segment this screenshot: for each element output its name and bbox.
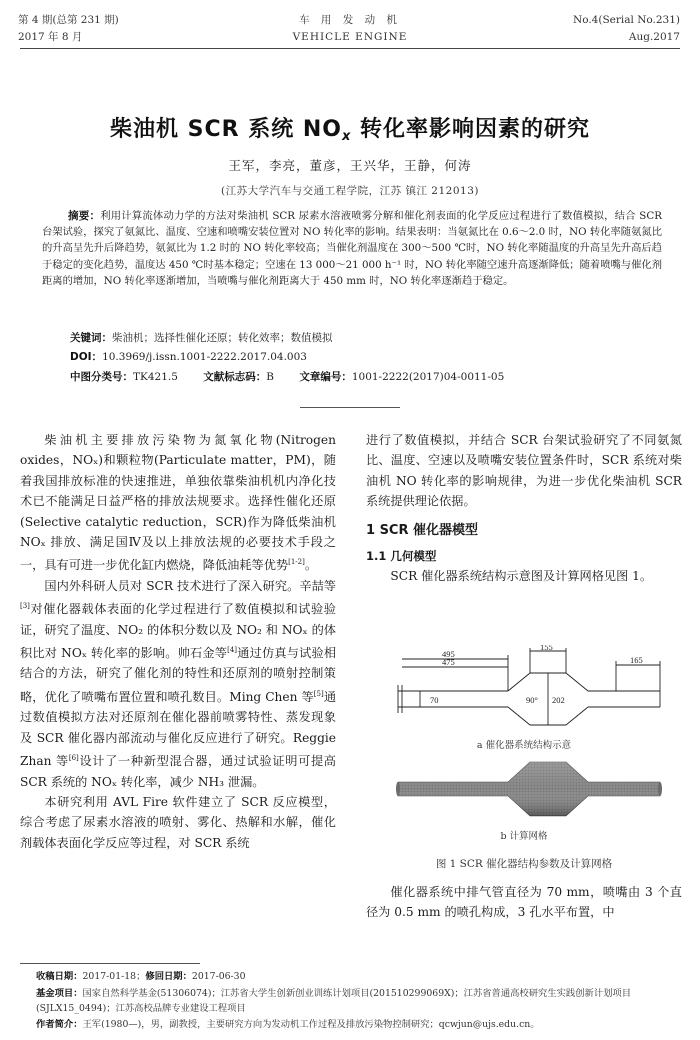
- doi: DOI：10.3969/j.issn.1001-2222.2017.04.003: [70, 351, 307, 363]
- abstract: [42, 208, 662, 289]
- paragraph: SCR 催化器系统结构示意图及计算网格见图 1。: [390, 569, 653, 584]
- subsection-heading: 1.1 几何模型: [366, 549, 437, 564]
- figure-1b-mesh: [390, 752, 680, 824]
- paragraph: 柴油机主要排放污染物为氮氧化物(Nitrogen oxides，NOₓ)和颗粒物(Particulate matter，PM)，随着我国排放标准的快速推进，单独依靠柴油机机内净化技术已不能满足日益严格的排放法规要求。选择性催化还原(Selective catalytic reduction，SCR)作为降低柴油机 NOₓ 排放、满足国Ⅳ及以上排放法规的必要技术手段之一，具有可进一步优化缸内燃烧，降低油耗等优势[1-2]。: [20, 433, 336, 573]
- dim-70: 70: [430, 695, 439, 705]
- header-journal-cn: 车 用 发 动 机: [299, 14, 401, 26]
- header-date-en: Aug.2017: [628, 31, 680, 43]
- footnote-author: 作者简介：王军(1980—)，男，副教授，主要研究方向为发动机工作过程及排放污染物控制研究；qcwjun@ujs.edu.cn。: [36, 1019, 540, 1030]
- right-column: [366, 430, 682, 587]
- abstract-label: 摘要：: [68, 210, 101, 222]
- dim-90: 90°: [526, 695, 538, 705]
- paragraph: 进行了数值模拟，并结合 SCR 台架试验研究了不同氨氮比、温度、空速以及喷嘴安装位置条件时，SCR 系统对柴油机 NO 转化率的影响规律，为进一步优化柴油机 SCR 系统提供理论依据。: [366, 433, 682, 509]
- header-rule: [20, 48, 680, 49]
- dim-495: 495: [442, 649, 455, 659]
- paragraph: 催化器系统中排气管直径为 70 mm，喷嘴由 3 个直径为 0.5 mm 的喷孔构成，3 孔水平布置，中: [366, 885, 682, 920]
- classification: 中图分类号：TK421.5 文献标志码：B 文章编号：1001-2222(2017)04-0011-05: [70, 371, 505, 383]
- header-issue: 第 4 期(总第 231 期): [18, 14, 119, 26]
- dim-155: 155: [540, 645, 553, 652]
- dim-202: 202: [552, 695, 565, 705]
- keywords: 关键词：柴油机；选择性催化还原；转化效率；数值模拟: [70, 332, 333, 344]
- footnote-fund: 基金项目：国家自然科学基金(51306074)；江苏省大学生创新创业训练计划项目(201510299069X)；江苏省普通高校研究生实践创新计划项目(SJLX15_0494)；江苏高校品牌专业建设工程项目: [36, 988, 631, 1014]
- right-column-cont: [366, 882, 682, 923]
- section-divider: [300, 407, 400, 408]
- left-column: [20, 430, 336, 853]
- figure-1a-caption: a 催化器系统结构示意: [476, 740, 572, 751]
- authors: 王军，李亮，董彦，王兴华，王静，何涛: [228, 158, 472, 173]
- figure-1a-schematic: [390, 645, 680, 735]
- footnote-dates: 收稿日期：2017-01-18；修回日期：2017-06-30: [36, 971, 246, 982]
- header-journal-en: VEHICLE ENGINE: [292, 31, 408, 43]
- dim-475: 475: [442, 657, 455, 667]
- paragraph: 本研究利用 AVL Fire 软件建立了 SCR 反应模型，综合考虑了尿素水溶液的喷射、雾化、热解和水解，催化剂载体表面化学反应等过程，对 SCR 系统: [20, 794, 336, 850]
- figure-1b-caption: b 计算网格: [500, 831, 548, 842]
- header-issue-en: No.4(Serial No.231): [573, 14, 680, 26]
- header-date: 2017 年 8 月: [18, 31, 83, 43]
- abstract-text: 利用计算流体动力学的方法对柴油机 SCR 尿素水溶液喷雾分解和催化剂表面的化学反应过程进行了数值模拟，结合 SCR 台架试验，探究了氨氮比、温度、空速和喷嘴安装位置对 NO 转化率的影响。结果表明：当氨氮比在 0.6～2.0 时，NO 转化率随氨氮比的升高呈先升后降趋势，氨氮比为 1.2 时的 NO 转化率较高；当催化剂温度在 300～500 ℃时，NO 转化率随温度的升高呈先升高后趋于稳定的变化趋势，温度达 450 ℃时基本稳定；空速在 13 000～21 000 h⁻¹ 时，NO 转化率随空速升高逐渐降低；随着喷嘴与催化剂距离的增加，NO 转化率逐渐增加，当喷嘴与催化剂距离大于 450 mm 时，NO 转化率逐渐趋于稳定。: [42, 210, 662, 287]
- paragraph: 国内外科研人员对 SCR 技术进行了深入研究。辛喆等[3]对催化器载体表面的化学过程进行了数值模拟和试验验证，研究了温度、NO₂ 的体积分数以及 NO₂ 和 NOₓ 的体积比对 NOₓ 转化率的影响。帅石金等[4]通过仿真与试验相结合的方法，研究了催化剂的特性和还原剂的喷射控制策略，优化了喷嘴布置位置和喷孔数目。Ming Chen 等[5]通过数值模拟方法对还原剂在催化器前喷雾特性、蒸发现象及 SCR 催化器内部流动与催化反应进行了研究。Reggie Zhan 等[6]设计了一种新型混合器，通过试验证明可提高 SCR 系统的 NOₓ 转化率，减少 NH₃ 泄漏。: [20, 578, 337, 789]
- page-title: 柴油机 SCR 系统 $NO_x$ 转化率影响因素的研究: [109, 117, 591, 144]
- figure-1-caption: 图 1 SCR 催化器结构参数及计算网格: [435, 858, 613, 870]
- affiliation: (江苏大学汽车与交通工程学院，江苏 镇江 212013): [221, 185, 479, 197]
- section-heading: 1 SCR 催化器模型: [366, 522, 479, 538]
- footnote-rule: [20, 963, 200, 964]
- dim-165: 165: [630, 655, 643, 665]
